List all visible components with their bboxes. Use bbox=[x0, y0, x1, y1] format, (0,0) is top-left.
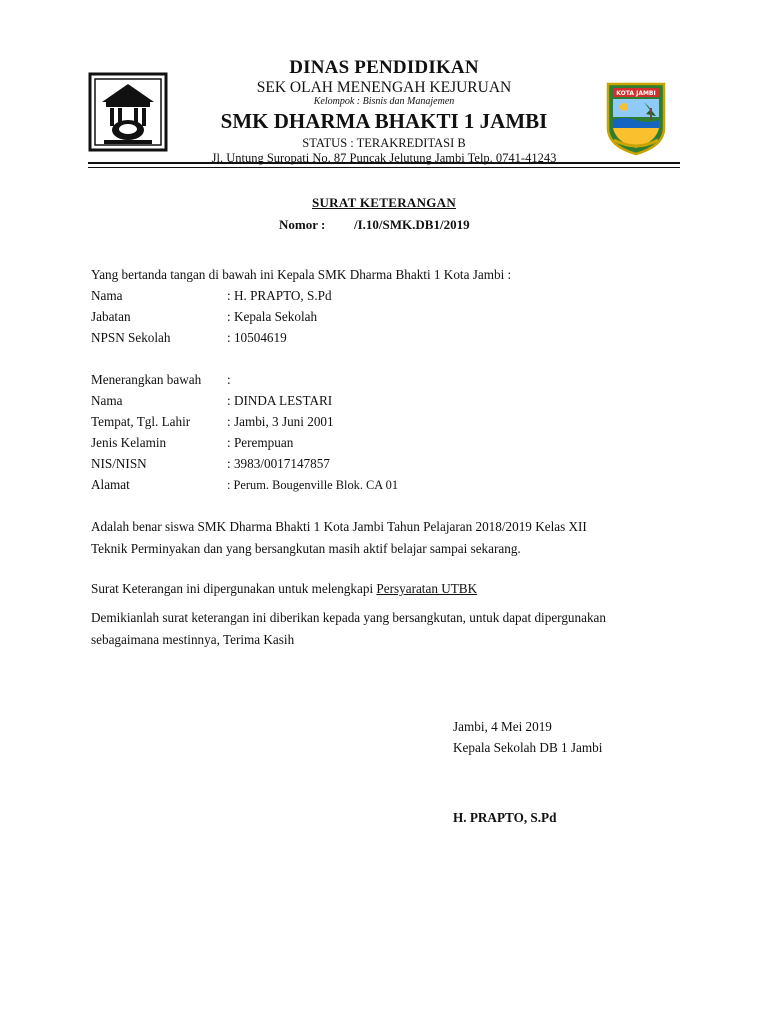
field-label: Nama bbox=[91, 288, 123, 303]
school-type: SEK OLAH MENENGAH KEJURUAN bbox=[256, 79, 512, 96]
signature-position: Kepala Sekolah DB 1 Jambi bbox=[453, 740, 603, 755]
letter-title bbox=[0, 195, 768, 211]
signer-row bbox=[91, 330, 287, 346]
signature-name: H. PRAPTO, S.Pd bbox=[453, 810, 557, 825]
letter-number bbox=[279, 217, 470, 233]
purpose-text: Surat Keterangan ini dipergunakan untuk melengkapi bbox=[91, 581, 377, 596]
letterhead bbox=[170, 58, 598, 166]
student-row bbox=[91, 435, 293, 451]
closing-paragraph-line: Demikianlah surat keterangan ini diberikan kepada yang bersangkutan, untuk dapat dipergunakan bbox=[91, 610, 606, 625]
letter-number-value: /I.10/SMK.DB1/2019 bbox=[354, 217, 470, 232]
school-emblem-icon bbox=[88, 72, 168, 152]
student-row bbox=[91, 414, 334, 430]
letter-number-label: Nomor : bbox=[279, 217, 326, 232]
field-value: : DINDA LESTARI bbox=[227, 393, 333, 408]
body-paragraph-line: Adalah benar siswa SMK Dharma Bhakti 1 Kota Jambi Tahun Pelajaran 2018/2019 Kelas XII bbox=[91, 519, 587, 534]
signer-row bbox=[91, 288, 332, 304]
purpose-highlight: Persyaratan UTBK bbox=[376, 581, 478, 596]
intro-text: Yang bertanda tangan di bawah ini Kepala SMK Dharma Bhakti 1 Kota Jambi : bbox=[91, 267, 512, 282]
letterhead-rule-thick bbox=[88, 162, 680, 164]
purpose-paragraph bbox=[91, 581, 477, 597]
field-value: : bbox=[227, 372, 231, 387]
letter-heading: SURAT KETERANGAN bbox=[311, 195, 457, 210]
field-value: : 10504619 bbox=[227, 330, 287, 345]
closing-paragraph-line: sebagaimana mestinnya, Terima Kasih bbox=[91, 632, 295, 647]
student-row bbox=[91, 477, 398, 493]
field-value: : Jambi, 3 Juni 2001 bbox=[227, 414, 334, 429]
body-paragraph-line: Teknik Perminyakan dan yang bersangkutan masih aktif belajar sampai sekarang. bbox=[91, 541, 521, 556]
field-label: Alamat bbox=[91, 477, 130, 492]
field-label: NIS/NISN bbox=[91, 456, 147, 471]
field-label: NPSN Sekolah bbox=[91, 330, 171, 345]
signer-row bbox=[91, 309, 317, 325]
student-row bbox=[91, 456, 330, 472]
field-value: : Kepala Sekolah bbox=[227, 309, 318, 324]
field-label: Menerangkan bawah bbox=[91, 372, 202, 387]
field-label: Jabatan bbox=[91, 309, 131, 324]
school-name: SMK DHARMA BHAKTI 1 JAMBI bbox=[220, 109, 548, 133]
letterhead-rule-thin bbox=[88, 167, 680, 168]
school-address: Jl. Untung Suropati No. 87 Puncak Jelutung Jambi Telp. 0741-41243 bbox=[211, 151, 557, 165]
field-label: Nama bbox=[91, 393, 123, 408]
declaration-row bbox=[91, 372, 231, 388]
signature-place-date: Jambi, 4 Mei 2019 bbox=[453, 719, 552, 734]
field-value: : Perempuan bbox=[227, 435, 294, 450]
field-value: : Perum. Bougenville Blok. CA 01 bbox=[227, 478, 399, 492]
kota-jambi-crest-icon bbox=[604, 80, 668, 156]
accreditation-status: STATUS : TERAKREDITASI B bbox=[302, 136, 466, 150]
school-group: Kelompok : Bisnis dan Manajemen bbox=[313, 96, 455, 107]
student-row bbox=[91, 393, 332, 409]
field-label: Jenis Kelamin bbox=[91, 435, 167, 450]
crest-label: KOTA JAMBI bbox=[616, 90, 656, 97]
field-label: Tempat, Tgl. Lahir bbox=[91, 414, 191, 429]
field-value: : 3983/0017147857 bbox=[227, 456, 330, 471]
field-value: : H. PRAPTO, S.Pd bbox=[227, 288, 332, 303]
agency-name: DINAS PENDIDIKAN bbox=[289, 57, 479, 78]
